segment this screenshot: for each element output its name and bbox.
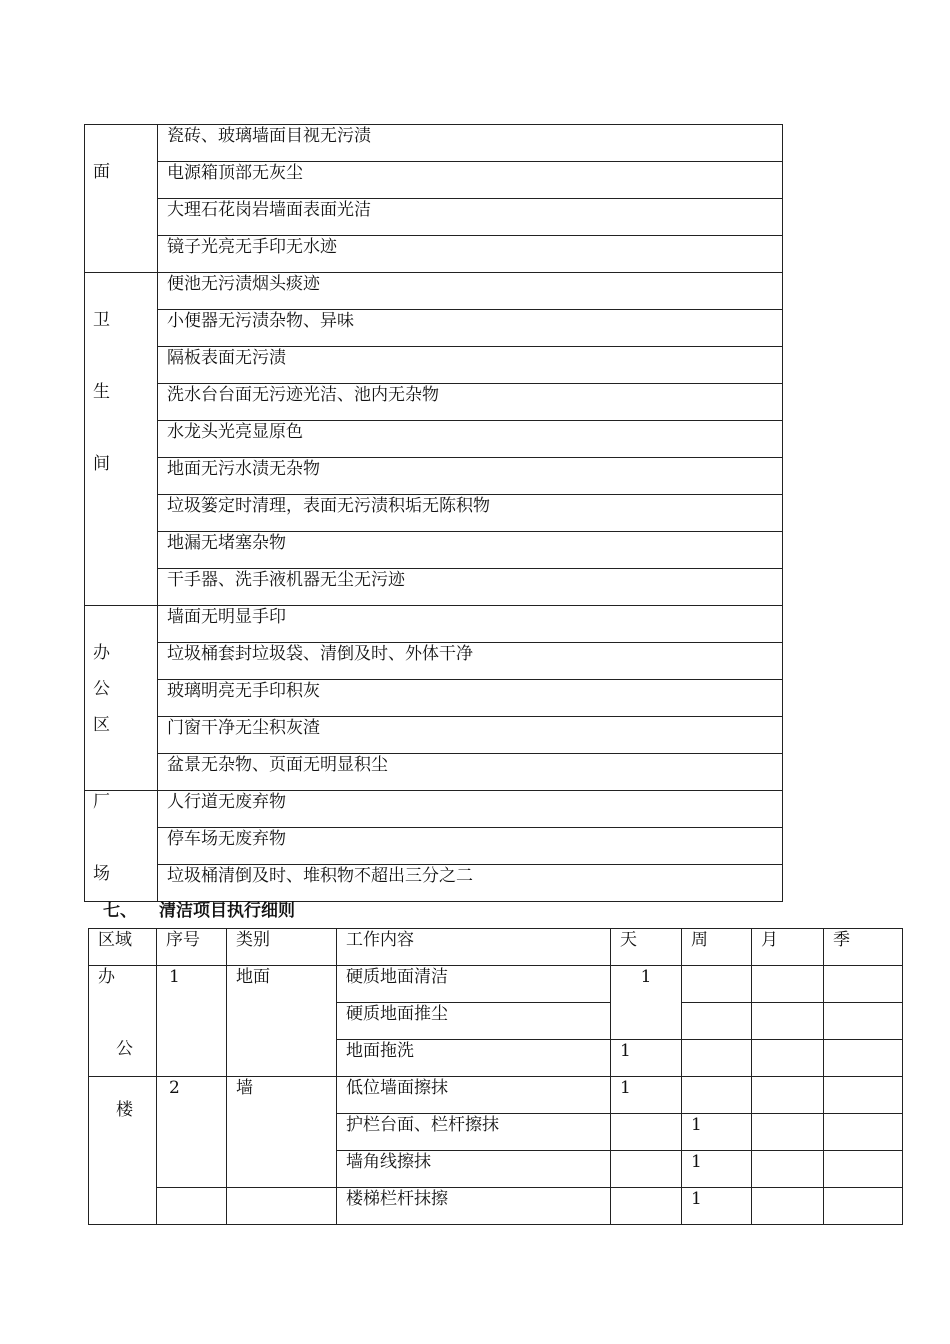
item-cell: 垃圾篓定时清理，表面无污渍积垢无陈积物	[158, 495, 783, 532]
area-label: 面	[93, 162, 110, 182]
schedule-table	[88, 928, 903, 1225]
header-cell: 季	[824, 929, 903, 966]
item-cell: 干手器、洗手液机器无尘无污迹	[158, 569, 783, 606]
header-cell: 类别	[227, 929, 337, 966]
content-cell: 墙角线擦抹	[337, 1151, 611, 1188]
table-row	[85, 310, 783, 347]
area-cell	[89, 966, 157, 1077]
section-title: 清洁项目执行细则	[159, 901, 295, 921]
section-heading	[103, 896, 317, 921]
table-row	[89, 966, 903, 1003]
area-cell	[85, 606, 158, 791]
month-cell	[752, 1188, 824, 1225]
season-cell	[824, 1188, 903, 1225]
item-cell: 便池无污渍烟头痰迹	[158, 273, 783, 310]
week-cell	[682, 966, 752, 1003]
item-cell: 盆景无杂物、页面无明显积尘	[158, 754, 783, 791]
area-label: 场	[93, 864, 110, 884]
header-cell: 序号	[157, 929, 227, 966]
item-cell: 小便器无污渍杂物、异味	[158, 310, 783, 347]
header-cell: 周	[682, 929, 752, 966]
day-cell	[611, 1151, 682, 1188]
table-row	[85, 606, 783, 643]
item-cell: 水龙头光亮显原色	[158, 421, 783, 458]
item-cell: 电源箱顶部无灰尘	[158, 162, 783, 199]
category-cell: 墙	[227, 1077, 337, 1188]
season-cell	[824, 1151, 903, 1188]
table-row	[89, 1188, 903, 1225]
table-row	[85, 717, 783, 754]
area-cell	[85, 125, 158, 273]
table-header-row	[89, 929, 903, 966]
month-cell	[752, 1040, 824, 1077]
month-cell	[752, 1077, 824, 1114]
season-cell	[824, 1114, 903, 1151]
item-cell: 门窗干净无尘积灰渣	[158, 717, 783, 754]
item-cell: 瓷砖、玻璃墙面目视无污渍	[158, 125, 783, 162]
seq-cell: 2	[157, 1077, 227, 1188]
item-cell: 隔板表面无污渍	[158, 347, 783, 384]
table-row	[85, 569, 783, 606]
week-cell: 1	[682, 1151, 752, 1188]
content-cell: 低位墙面擦抹	[337, 1077, 611, 1114]
season-cell	[824, 1003, 903, 1040]
day-cell: 1	[611, 966, 682, 1040]
day-cell: 1	[611, 1077, 682, 1114]
month-cell	[752, 966, 824, 1003]
table-row	[85, 384, 783, 421]
table-row	[85, 643, 783, 680]
table-row	[85, 199, 783, 236]
day-cell	[611, 1114, 682, 1151]
content-cell: 护栏台面、栏杆擦抹	[337, 1114, 611, 1151]
season-cell	[824, 1040, 903, 1077]
table-row	[85, 236, 783, 273]
area-label: 楼	[116, 1100, 133, 1120]
season-cell	[824, 966, 903, 1003]
month-cell	[752, 1151, 824, 1188]
table-row	[85, 273, 783, 310]
seq-cell: 1	[157, 966, 227, 1077]
area-label: 办	[93, 643, 110, 663]
area-label: 办	[98, 967, 115, 987]
table-row	[85, 162, 783, 199]
week-cell	[682, 1077, 752, 1114]
area-label: 间	[93, 454, 110, 474]
content-cell: 硬质地面清洁	[337, 966, 611, 1003]
month-cell	[752, 1114, 824, 1151]
item-cell: 大理石花岗岩墙面表面光洁	[158, 199, 783, 236]
table-row	[85, 532, 783, 569]
table-row	[85, 495, 783, 532]
week-cell: 1	[682, 1188, 752, 1225]
table-row	[85, 421, 783, 458]
area-label: 生	[93, 382, 110, 402]
table-row	[89, 1077, 903, 1114]
header-cell: 天	[611, 929, 682, 966]
item-cell: 停车场无废弃物	[158, 828, 783, 865]
area-cell	[89, 1077, 157, 1225]
season-cell	[824, 1077, 903, 1114]
seq-cell	[157, 1188, 227, 1225]
area-label: 卫	[93, 310, 110, 330]
table-row	[85, 125, 783, 162]
header-cell: 区域	[89, 929, 157, 966]
table-row	[85, 828, 783, 865]
item-cell: 垃圾桶清倒及时、堆积物不超出三分之二	[158, 865, 783, 902]
area-label: 区	[93, 715, 110, 735]
item-cell: 人行道无废弃物	[158, 791, 783, 828]
area-cell	[85, 791, 158, 902]
category-cell	[227, 1188, 337, 1225]
header-cell: 月	[752, 929, 824, 966]
area-label: 公	[93, 679, 110, 699]
item-cell: 镜子光亮无手印无水迹	[158, 236, 783, 273]
item-cell: 地漏无堵塞杂物	[158, 532, 783, 569]
content-cell: 地面拖洗	[337, 1040, 611, 1077]
item-cell: 玻璃明亮无手印积灰	[158, 680, 783, 717]
table-row	[85, 680, 783, 717]
content-cell: 楼梯栏杆抹擦	[337, 1188, 611, 1225]
area-label: 厂	[93, 792, 110, 812]
week-cell	[682, 1040, 752, 1077]
day-cell	[611, 1188, 682, 1225]
header-cell: 工作内容	[337, 929, 611, 966]
category-cell: 地面	[227, 966, 337, 1077]
table-row	[85, 347, 783, 384]
table-row	[85, 791, 783, 828]
day-cell: 1	[611, 1040, 682, 1077]
standards-table	[84, 124, 783, 902]
content-cell: 硬质地面推尘	[337, 1003, 611, 1040]
table-row	[85, 458, 783, 495]
section-number: 七、	[103, 901, 137, 921]
area-label: 公	[116, 1039, 133, 1059]
item-cell: 洗水台台面无污迹光洁、池内无杂物	[158, 384, 783, 421]
item-cell: 墙面无明显手印	[158, 606, 783, 643]
item-cell: 垃圾桶套封垃圾袋、清倒及时、外体干净	[158, 643, 783, 680]
week-cell	[682, 1003, 752, 1040]
week-cell: 1	[682, 1114, 752, 1151]
month-cell	[752, 1003, 824, 1040]
table-row	[85, 754, 783, 791]
area-cell	[85, 273, 158, 606]
item-cell: 地面无污水渍无杂物	[158, 458, 783, 495]
